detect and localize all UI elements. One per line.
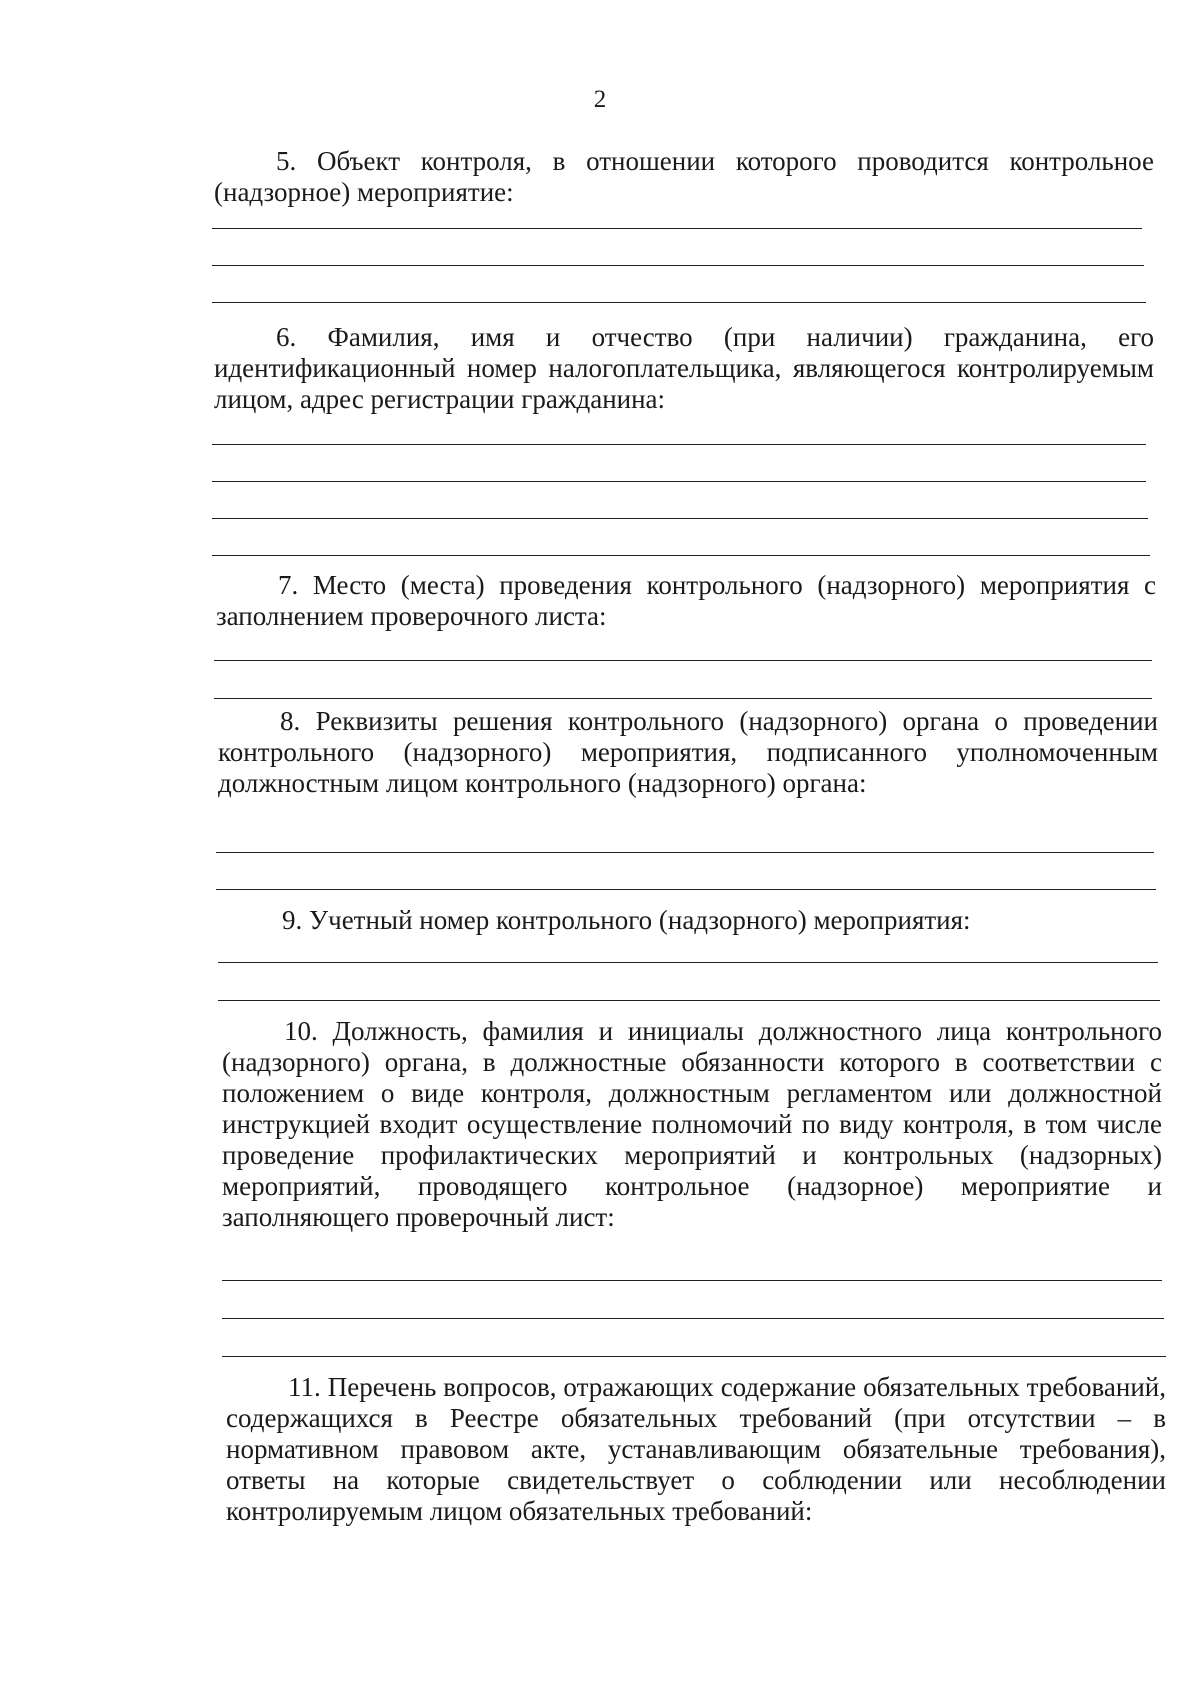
section-9-fill-line-1[interactable] — [218, 962, 1158, 963]
section-9-text: 9. Учетный номер контрольного (надзорного) мероприятия: — [282, 905, 971, 935]
section-11-text: 11. Перечень вопросов, отражающих содержание обязательных требований, содержащихся в Реестре обязательных требований (при отсутствии – в нормативном правовом акте, устанавливающим обязательные требования), ответы на которые свидетельствует о соблюдении или несоблюдении контролируемым лицом обязательных требований: — [226, 1372, 1166, 1526]
section-6-fill-line-1[interactable] — [212, 444, 1146, 445]
section-5-fill-line-1[interactable] — [212, 228, 1142, 229]
section-10-text: 10. Должность, фамилия и инициалы должностного лица контрольного (надзорного) органа, в должностные обязанности которого в соответствии с положением о виде контроля, должностным регламентом или должностной инструкцией входит осуществление полномочий по виду контроля, в том числе проведение профилактических мероприятий и контрольных (надзорных) мероприятий, проводящего контрольное (надзорное) мероприятие и заполняющего проверочный лист: — [222, 1016, 1162, 1232]
section-7 — [216, 570, 1156, 632]
section-11 — [226, 1372, 1166, 1527]
section-7-fill-line-2[interactable] — [214, 698, 1152, 699]
section-5-fill-line-3[interactable] — [212, 302, 1146, 303]
section-6-fill-line-3[interactable] — [212, 518, 1148, 519]
section-5-text: 5. Объект контроля, в отношении которого проводится контрольное (надзорное) мероприятие: — [214, 146, 1154, 207]
section-9-fill-line-2[interactable] — [218, 1000, 1160, 1001]
section-6-fill-line-4[interactable] — [212, 555, 1150, 556]
section-6 — [214, 322, 1154, 415]
section-10-fill-line-1[interactable] — [222, 1280, 1162, 1281]
section-7-text: 7. Место (места) проведения контрольного (надзорного) мероприятия с заполнением проверочного листа: — [216, 570, 1156, 631]
page-number: 2 — [593, 86, 607, 113]
section-5 — [214, 146, 1154, 208]
section-8-fill-line-1[interactable] — [216, 852, 1154, 853]
section-6-fill-line-2[interactable] — [212, 481, 1146, 482]
section-10-fill-line-2[interactable] — [222, 1318, 1164, 1319]
section-7-fill-line-1[interactable] — [214, 660, 1152, 661]
section-8 — [218, 706, 1158, 799]
section-8-fill-line-2[interactable] — [216, 889, 1156, 890]
section-9 — [220, 905, 1160, 936]
section-10-fill-line-3[interactable] — [222, 1356, 1166, 1357]
section-8-text: 8. Реквизиты решения контрольного (надзорного) органа о проведении контрольного (надзорного) мероприятия, подписанного уполномоченным должностным лицом контрольного (надзорного) органа: — [218, 706, 1158, 798]
section-10 — [222, 1016, 1162, 1233]
section-5-fill-line-2[interactable] — [212, 265, 1144, 266]
section-6-text: 6. Фамилия, имя и отчество (при наличии) гражданина, его идентификационный номер налогоплательщика, являющегося контролируемым лицом, адрес регистрации гражданина: — [214, 322, 1154, 414]
